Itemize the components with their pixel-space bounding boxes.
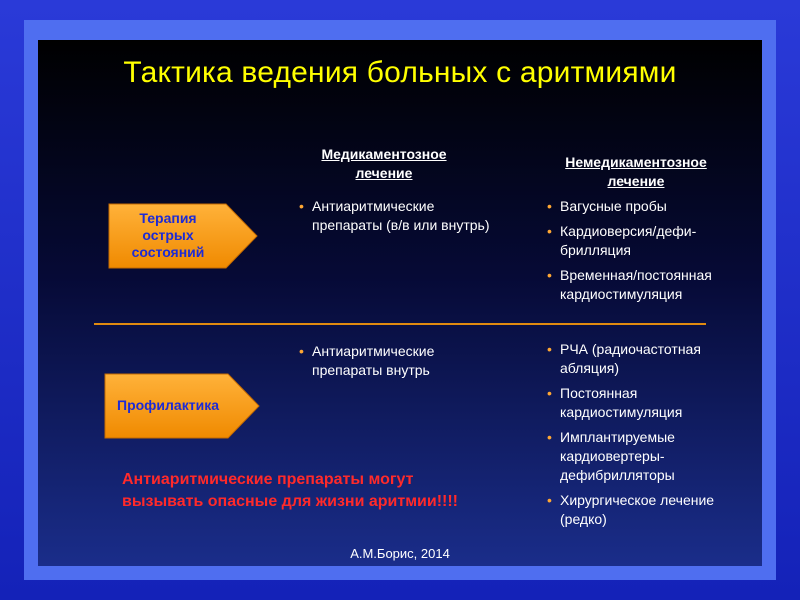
slide-title: Тактика ведения больных с аритмиями — [123, 56, 677, 89]
list-nonmedical-acute — [545, 197, 759, 310]
list-item: • РЧА (радиочастотная абляция) — [545, 340, 759, 378]
list-item: • Временная/постоянная кардиостимуляция — [545, 266, 759, 304]
column-header-medical-line2: лечение — [355, 165, 413, 181]
list-item: • Хирургическое лечение (редко) — [545, 491, 759, 529]
list-item: • Кардиоверсия/дефи-брилляция — [545, 222, 759, 260]
row-divider — [94, 323, 706, 325]
list-item: • Имплантируемые кардиовертеры-дефибрилляторы — [545, 428, 759, 485]
column-header-nonmedical-line2: лечение — [607, 173, 665, 189]
arrow-label-prevention — [106, 397, 230, 414]
arrow-label-acute-therapy — [110, 210, 226, 261]
warning-text — [122, 469, 458, 513]
list-medical-acute — [297, 197, 497, 241]
arrow-label-prevention-line: Профилактика — [117, 397, 219, 413]
list-item: • Антиаритмические препараты внутрь — [297, 342, 487, 380]
arrow-label-acute-line: Терапия — [139, 210, 197, 226]
column-header-nonmedical-line1: Немедикаментозное — [565, 154, 707, 170]
arrow-label-acute-line: состояний — [131, 244, 205, 260]
arrow-label-acute-line: острых — [142, 227, 194, 243]
warning-line: вызывать опасные для жизни аритмии!!!! — [122, 493, 459, 510]
list-medical-prevention — [297, 342, 487, 386]
warning-line: Антиаритмические препараты могут — [122, 471, 414, 488]
column-header-nonmedical — [538, 153, 734, 191]
list-nonmedical-prevention — [545, 340, 759, 535]
list-item: • Антиаритмические препараты (в/в или внутрь) — [297, 197, 497, 235]
column-header-medical-line1: Медикаментозное — [321, 146, 447, 162]
author-credit: А.М.Борис, 2014 — [350, 546, 450, 561]
list-item: • Вагусные пробы — [545, 197, 759, 216]
column-header-medical — [296, 145, 472, 183]
list-item: • Постоянная кардиостимуляция — [545, 384, 759, 422]
